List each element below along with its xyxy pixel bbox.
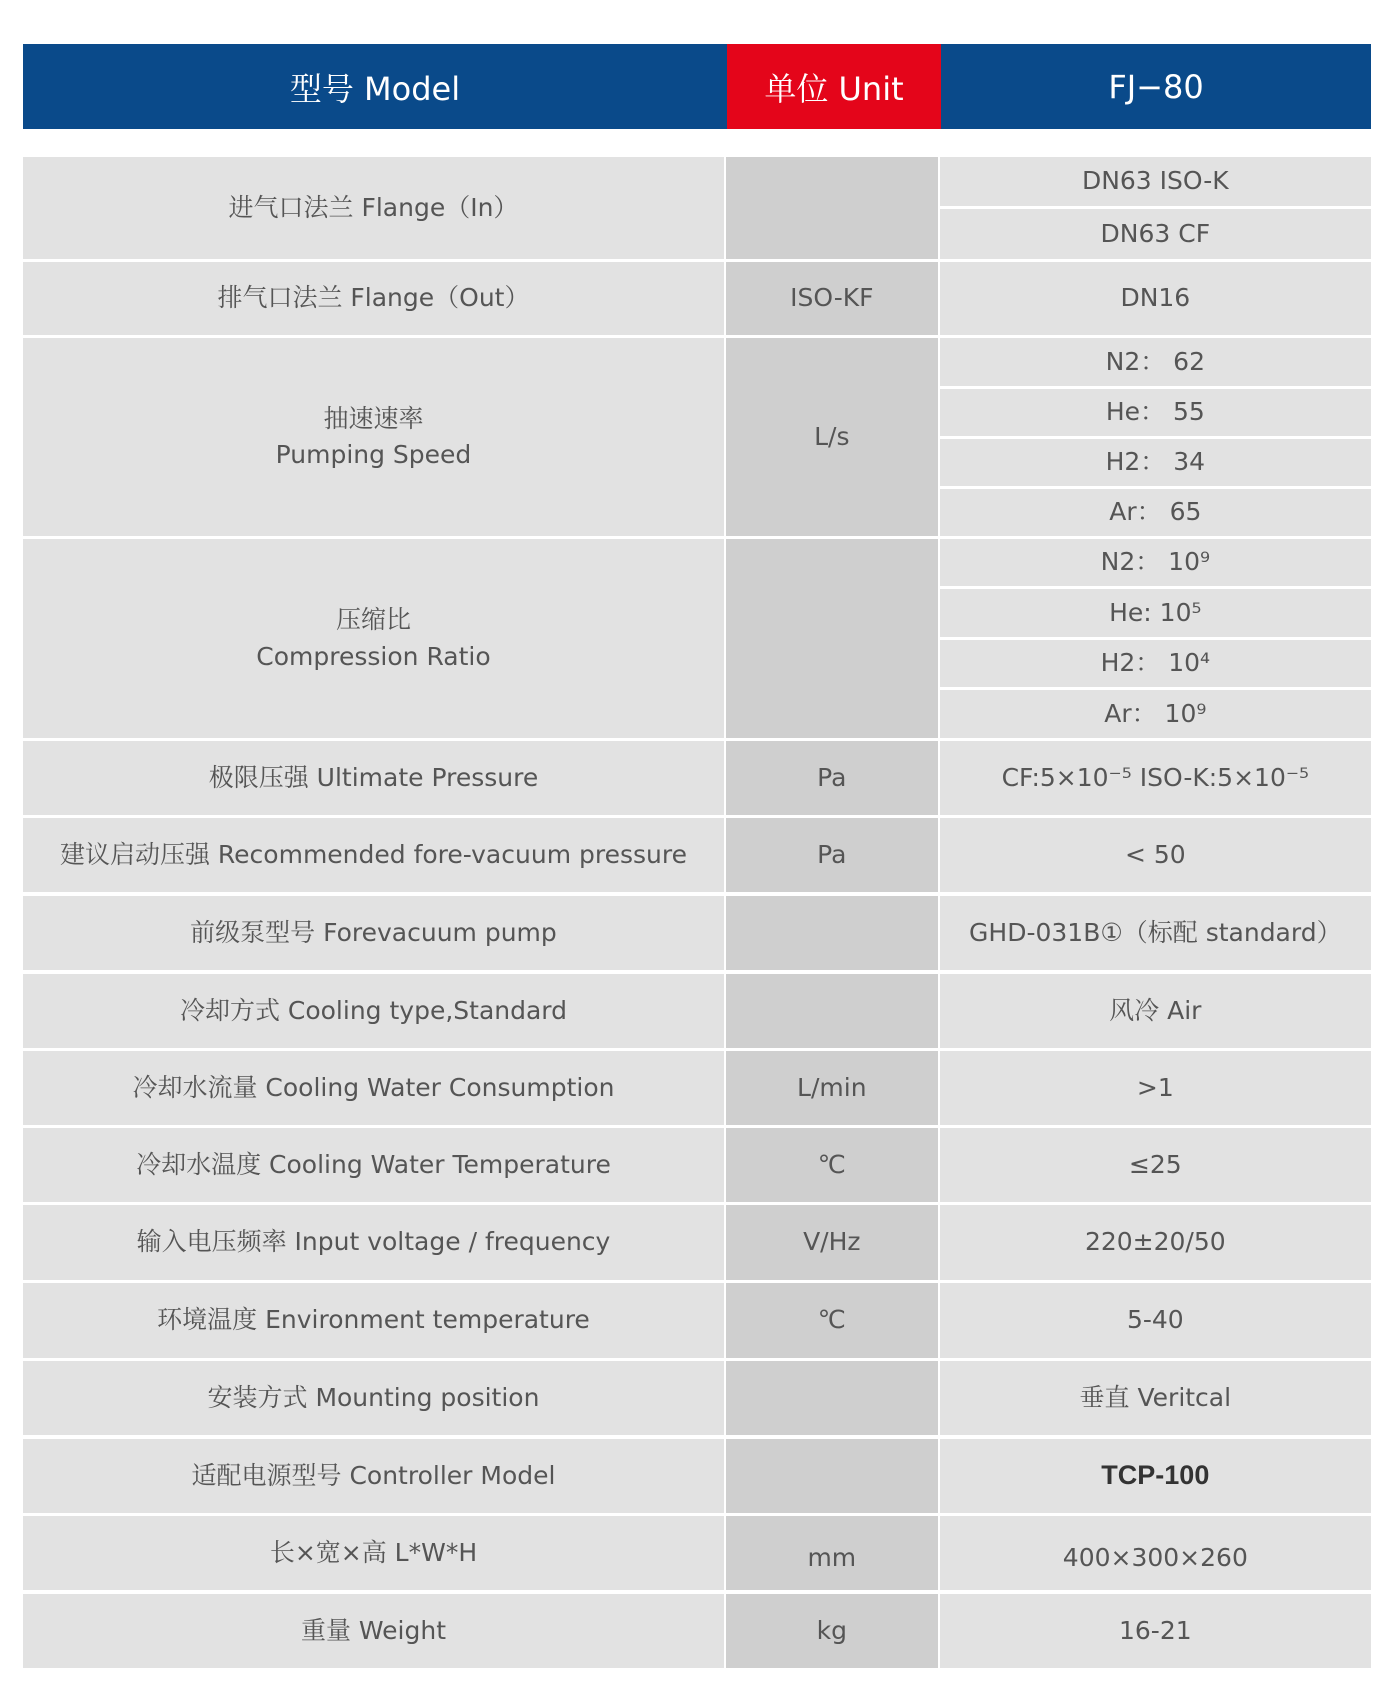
table-row [23, 1051, 1371, 1125]
header-model-number: FJ−80 [941, 44, 1371, 129]
row-unit: L/min [726, 1051, 938, 1125]
row-unit [726, 539, 938, 738]
row-unit: ISO-KF [726, 262, 938, 335]
row-unit [726, 974, 938, 1048]
table-row [23, 818, 1371, 892]
row-unit [726, 1439, 938, 1513]
row-unit: ℃ [726, 1128, 938, 1202]
table-row [23, 1361, 1371, 1435]
row-label: 重量 Weight [23, 1594, 724, 1668]
row-value: H2： 10⁴ [940, 640, 1371, 687]
table-row [23, 1594, 1371, 1668]
row-value: DN63 CF [940, 209, 1371, 259]
row-unit: mm [726, 1516, 938, 1590]
header-unit: 单位 Unit [727, 44, 941, 129]
table-row [23, 1439, 1371, 1513]
table-row [23, 741, 1371, 815]
row-label: 长×宽×高 L*W*H [23, 1516, 724, 1590]
row-label: 冷却水温度 Cooling Water Temperature [23, 1128, 724, 1202]
row-value: GHD-031B①（标配 standard） [940, 896, 1371, 970]
table-row [23, 974, 1371, 1048]
row-unit: Pa [726, 741, 938, 815]
row-label: 冷却水流量 Cooling Water Consumption [23, 1051, 724, 1125]
row-values [940, 157, 1371, 259]
row-label-cn: 压缩比 [335, 605, 411, 635]
table-row [23, 1283, 1371, 1358]
table-row [23, 262, 1371, 335]
table-row [23, 1128, 1371, 1202]
row-unit: kg [726, 1594, 938, 1668]
table-row [23, 1516, 1371, 1590]
row-value: 风冷 Air [940, 974, 1371, 1048]
row-value: 400×300×260 [940, 1516, 1371, 1590]
row-value: ≤25 [940, 1128, 1371, 1202]
row-value: DN16 [940, 262, 1371, 335]
table-row [23, 1205, 1371, 1280]
row-label [23, 539, 724, 738]
row-label: 极限压强 Ultimate Pressure [23, 741, 724, 815]
row-label: 环境温度 Environment temperature [23, 1283, 724, 1358]
row-value: DN63 ISO-K [940, 157, 1371, 206]
row-label: 安装方式 Mounting position [23, 1361, 724, 1435]
row-value: Ar： 65 [940, 489, 1371, 536]
row-value: N2： 62 [940, 338, 1371, 386]
row-label-en: Compression Ratio [256, 641, 491, 671]
row-value: Ar： 10⁹ [940, 690, 1371, 738]
row-value: He： 55 [940, 389, 1371, 436]
row-value: N2： 10⁹ [940, 539, 1371, 586]
table-row [23, 157, 1371, 259]
row-value: He: 10⁵ [940, 589, 1371, 637]
row-value: TCP-100 [940, 1439, 1371, 1513]
row-unit: Pa [726, 818, 938, 892]
row-unit [726, 1361, 938, 1435]
row-value: 5-40 [940, 1283, 1371, 1358]
row-value: CF:5×10⁻⁵ ISO-K:5×10⁻⁵ [940, 741, 1371, 815]
row-value: >1 [940, 1051, 1371, 1125]
row-value: 220±20/50 [940, 1205, 1371, 1280]
row-value: < 50 [940, 818, 1371, 892]
row-label-en: Pumping Speed [275, 440, 472, 469]
row-label: 适配电源型号 Controller Model [23, 1439, 724, 1513]
row-label: 前级泵型号 Forevacuum pump [23, 896, 724, 970]
row-label: 冷却方式 Cooling type,Standard [23, 974, 724, 1048]
row-label [23, 338, 724, 536]
row-label: 建议启动压强 Recommended fore-vacuum pressure [23, 818, 724, 892]
row-label: 输入电压频率 Input voltage / frequency [23, 1205, 724, 1280]
table-row [23, 338, 1371, 536]
row-value: 16-21 [940, 1594, 1371, 1668]
row-label-cn: 抽速速率 [323, 403, 424, 433]
row-values [940, 338, 1371, 536]
row-unit: ℃ [726, 1283, 938, 1358]
table-row [23, 896, 1371, 970]
row-unit: V/Hz [726, 1205, 938, 1280]
header-model: 型号 Model [23, 44, 727, 129]
table-row [23, 539, 1371, 738]
row-value: 垂直 Veritcal [940, 1361, 1371, 1435]
table-header [23, 44, 1371, 129]
row-unit [726, 896, 938, 970]
row-unit [726, 157, 938, 259]
row-label: 进气口法兰 Flange（In） [23, 157, 724, 259]
row-unit: L/s [726, 338, 938, 536]
row-values [940, 539, 1371, 738]
row-value: H2： 34 [940, 439, 1371, 486]
row-label: 排气口法兰 Flange（Out） [23, 262, 724, 335]
